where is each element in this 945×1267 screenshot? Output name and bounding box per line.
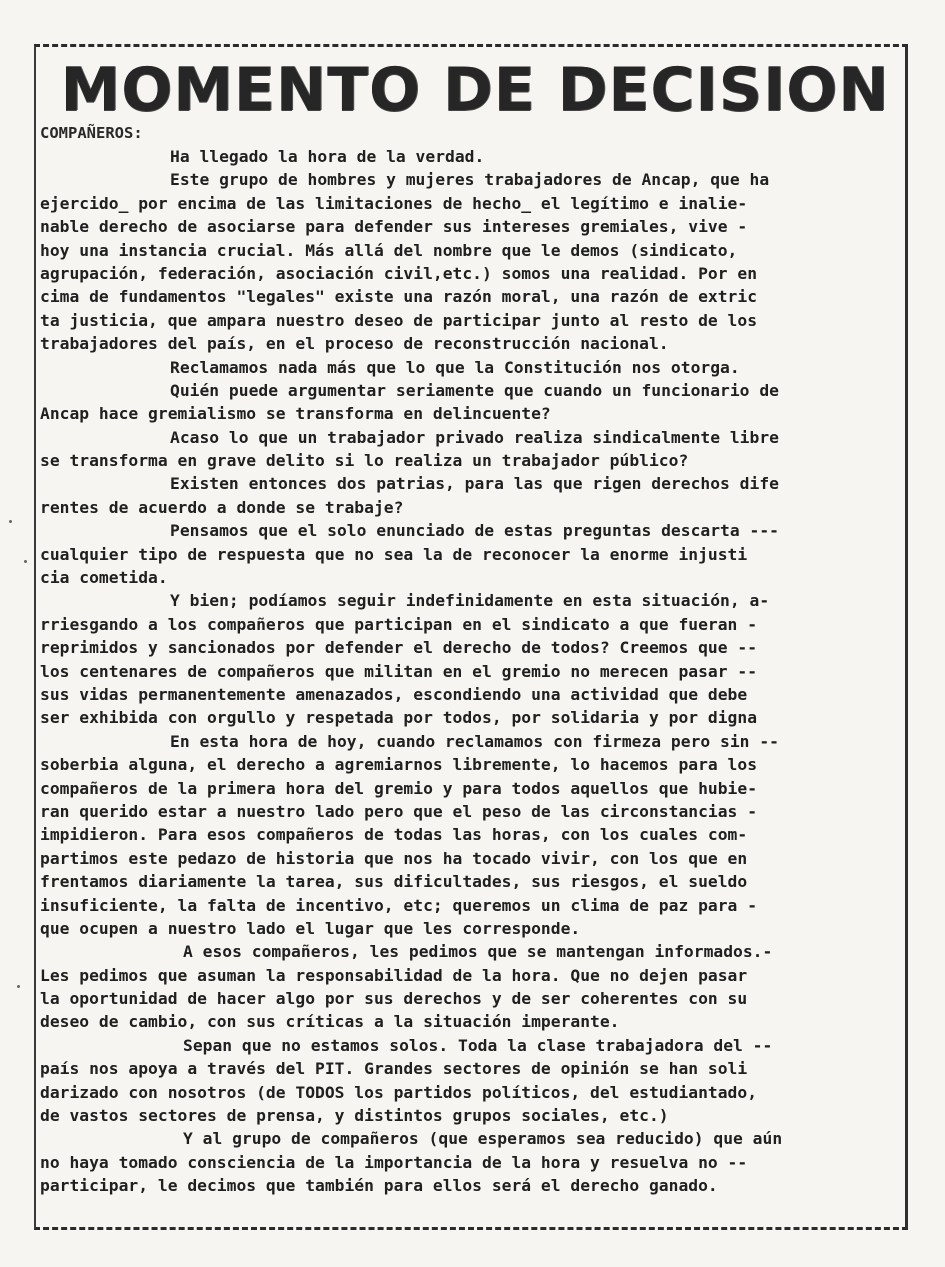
text-line: darizado con nosotros (de TODOS los partidos políticos, del estudiantado, <box>40 1082 758 1102</box>
text-line: Existen entonces dos patrias, para las que rigen derechos dife <box>170 474 779 494</box>
text-line: A esos compañeros, les pedimos que se mantengan informados.- <box>183 942 773 962</box>
salutation: COMPAÑEROS: <box>40 124 143 142</box>
text-line: participar, le decimos que también para ellos será el derecho ganado. <box>40 1176 718 1196</box>
text-line: ran querido estar a nuestro lado pero que el peso de las circonstancias - <box>40 801 758 821</box>
text-line: Pensamos que el solo enunciado de estas preguntas descarta --- <box>170 521 779 541</box>
text-line: país nos apoya a través del PIT. Grandes sectores de opinión se han soli <box>40 1059 748 1079</box>
text-line: ta justicia, que ampara nuestro deseo de participar junto al resto de los <box>40 310 758 330</box>
text-line: Y bien; podíamos seguir indefinidamente en esta situación, a- <box>170 591 770 611</box>
text-line: se transforma en grave delito si lo realiza un trabajador público? <box>40 451 689 471</box>
text-line: insuficiente, la falta de incentivo, etc; queremos un clima de paz para - <box>40 895 758 915</box>
text-line: agrupación, federación, asociación civil,etc.) somos una realidad. Por en <box>40 263 758 283</box>
text-line: Sepan que no estamos solos. Toda la clase trabajadora del -- <box>183 1035 773 1055</box>
paper-speck <box>24 560 27 563</box>
text-line: los centenares de compañeros que militan en el gremio no merecen pasar -- <box>40 661 758 681</box>
text-line: compañeros de la primera hora del gremio y para todos aquellos que hubie- <box>40 778 758 798</box>
text-line: deseo de cambio, con sus críticas a la situación imperante. <box>40 1012 620 1032</box>
text-line: cia cometida. <box>40 568 168 588</box>
text-line: nable derecho de asociarse para defender sus intereses gremiales, vive - <box>40 217 748 237</box>
text-line: Les pedimos que asuman la responsabilidad de la hora. Que no dejen pasar <box>40 965 748 985</box>
text-line: cima de fundamentos "legales" existe una razón moral, una razón de extric <box>40 287 758 307</box>
text-line: ser exhibida con orgullo y respetada por todos, por solidaria y por digna <box>40 708 758 728</box>
text-line: la oportunidad de hacer algo por sus derechos y de ser coherentes con su <box>40 989 748 1009</box>
text-line: Acaso lo que un trabajador privado realiza sindicalmente libre <box>170 427 779 447</box>
body-text <box>40 145 905 1198</box>
text-line: Ha llegado la hora de la verdad. <box>170 147 485 166</box>
text-line: reprimidos y sancionados por defender el derecho de todos? Creemos que -- <box>40 638 758 658</box>
text-line: En esta hora de hoy, cuando reclamamos con firmeza pero sin -- <box>170 731 779 751</box>
text-line: frentamos diariamente la tarea, sus dificultades, sus riesgos, el sueldo <box>40 872 748 892</box>
text-line: rentes de acuerdo a donde se trabaje? <box>40 497 404 517</box>
text-line: ejercido_ por encima de las limitaciones de hecho_ el legítimo e inalie- <box>40 193 748 213</box>
text-line: que ocupen a nuestro lado el lugar que les corresponde. <box>40 918 581 938</box>
text-line: no haya tomado consciencia de la importancia de la hora y resuelva no -- <box>40 1152 748 1172</box>
document-headline: MOMENTO DE DECISION <box>60 55 890 125</box>
text-line: rriesgando a los compañeros que participan en el sindicato a que fueran - <box>40 614 758 634</box>
text-line: Ancap hace gremialismo se transforma en delincuente? <box>40 404 551 424</box>
text-line: trabajadores del país, en el proceso de reconstrucción nacional. <box>40 334 669 354</box>
text-line: Reclamamos nada más que lo que la Constitución nos otorga. <box>170 357 740 377</box>
text-line: cualquier tipo de respuesta que no sea la de reconocer la enorme injusti <box>40 544 748 564</box>
text-line: Y al grupo de compañeros (que esperamos sea reducido) que aún <box>183 1129 783 1149</box>
text-line: hoy una instancia crucial. Más allá del nombre que le demos (sindicato, <box>40 240 738 260</box>
text-line: sus vidas permanentemente amenazados, escondiendo una actividad que debe <box>40 684 748 704</box>
text-line: impidieron. Para esos compañeros de todas las horas, con los cuales com- <box>40 825 748 845</box>
text-line: Este grupo de hombres y mujeres trabajadores de Ancap, que ha <box>170 170 770 190</box>
text-line: soberbia alguna, el derecho a agremiarnos libremente, lo hacemos para los <box>40 755 758 775</box>
text-line: Quién puede argumentar seriamente que cuando un funcionario de <box>170 380 779 400</box>
paper-speck <box>9 520 12 523</box>
text-line: partimos este pedazo de historia que nos ha tocado vivir, con los que en <box>40 848 748 868</box>
paper-speck <box>17 985 20 988</box>
text-line: de vastos sectores de prensa, y distintos grupos sociales, etc.) <box>40 1106 669 1126</box>
